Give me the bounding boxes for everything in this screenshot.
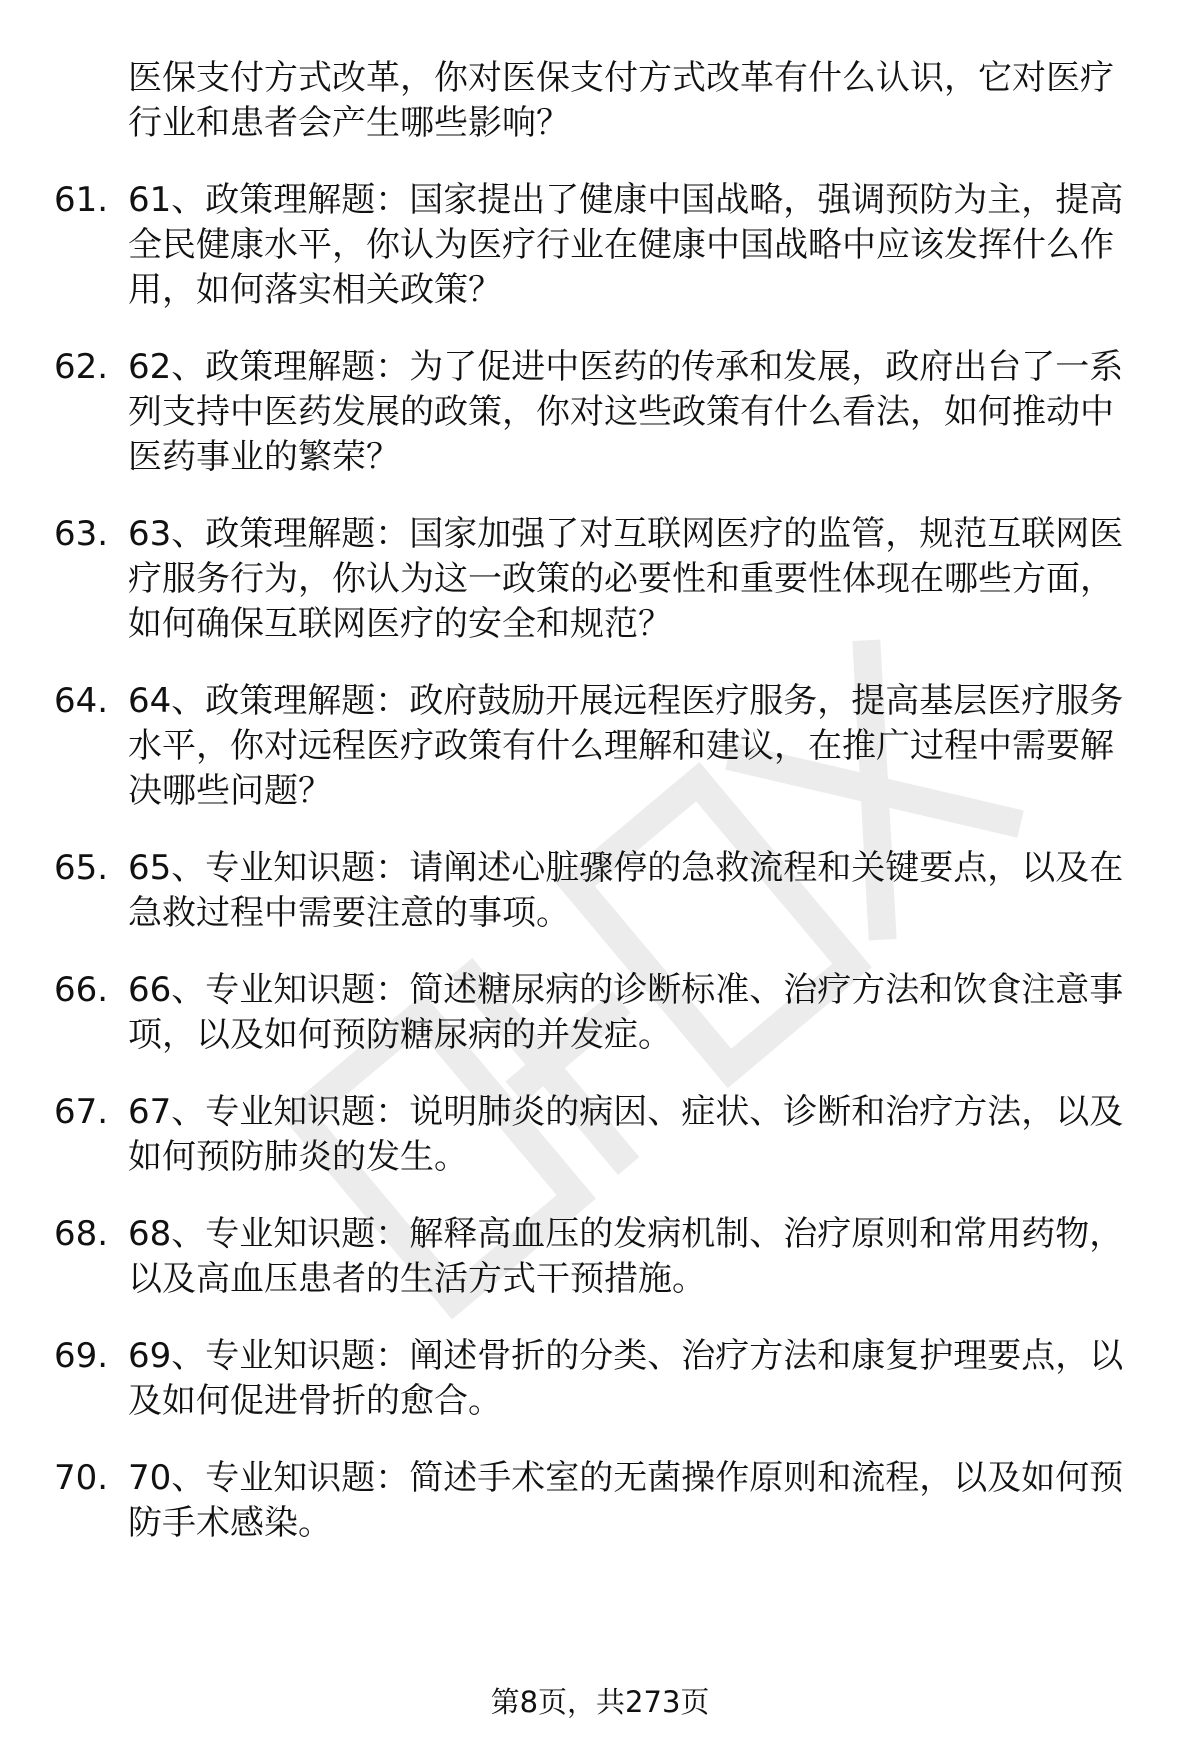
list-item-text: 63、政策理解题：国家加强了对互联网医疗的监管，规范互联网医疗服务行为，你认为这一政策的必要性和重要性体现在哪些方面，如何确保互联网医疗的安全和规范？ (128, 514, 1124, 644)
list-item (0, 1334, 1200, 1424)
list-item-number: 66. (54, 970, 109, 1010)
list-item-text: 70、专业知识题：简述手术室的无菌操作原则和流程，以及如何预防手术感染。 (128, 1458, 1124, 1543)
list-item-text: 64、政策理解题：政府鼓励开展远程医疗服务，提高基层医疗服务水平，你对远程医疗政策有什么理解和建议，在推广过程中需要解决哪些问题？ (128, 681, 1124, 811)
list-item (0, 968, 1200, 1058)
list-item-number: 64. (54, 681, 109, 721)
list-item-number: 70. (54, 1458, 109, 1498)
list-item-text: 67、专业知识题：说明肺炎的病因、症状、诊断和治疗方法，以及如何预防肺炎的发生。 (128, 1092, 1124, 1177)
list-item-text: 68、专业知识题：解释高血压的发病机制、治疗原则和常用药物，以及高血压患者的生活方式干预措施。 (128, 1214, 1124, 1299)
list-item-number: 65. (54, 848, 109, 888)
document-body (0, 56, 1200, 1578)
question-list (0, 178, 1200, 1546)
list-item (0, 178, 1200, 313)
list-item-number: 61. (54, 180, 109, 220)
list-item (0, 1212, 1200, 1302)
list-item (0, 512, 1200, 647)
list-item (0, 679, 1200, 814)
list-item-text: 65、专业知识题：请阐述心脏骤停的急救流程和关键要点，以及在急救过程中需要注意的事项。 (128, 848, 1124, 933)
list-item-number: 68. (54, 1214, 109, 1254)
list-item-number: 62. (54, 347, 109, 387)
list-item-text: 62、政策理解题：为了促进中医药的传承和发展，政府出台了一系列支持中医药发展的政策，你对这些政策有什么看法，如何推动中医药事业的繁荣？ (128, 347, 1124, 477)
list-item-number: 67. (54, 1092, 109, 1132)
list-item-number: 63. (54, 514, 109, 554)
list-item-number: 69. (54, 1336, 109, 1376)
continued-question-text: 医保支付方式改革，你对医保支付方式改革有什么认识，它对医疗行业和患者会产生哪些影响？ (128, 58, 1114, 143)
list-item (0, 846, 1200, 936)
list-item-text: 69、专业知识题：阐述骨折的分类、治疗方法和康复护理要点，以及如何促进骨折的愈合。 (128, 1336, 1124, 1421)
list-item-text: 61、政策理解题：国家提出了健康中国战略，强调预防为主，提高全民健康水平，你认为医疗行业在健康中国战略中应该发挥什么作用，如何落实相关政策？ (128, 180, 1124, 310)
list-item-text: 66、专业知识题：简述糖尿病的诊断标准、治疗方法和饮食注意事项，以及如何预防糖尿病的并发症。 (128, 970, 1124, 1055)
list-item (0, 345, 1200, 480)
list-item (0, 1090, 1200, 1180)
list-item (0, 1456, 1200, 1546)
page-footer (0, 1682, 1200, 1722)
page-number-label: 第8页，共273页 (490, 1685, 710, 1719)
